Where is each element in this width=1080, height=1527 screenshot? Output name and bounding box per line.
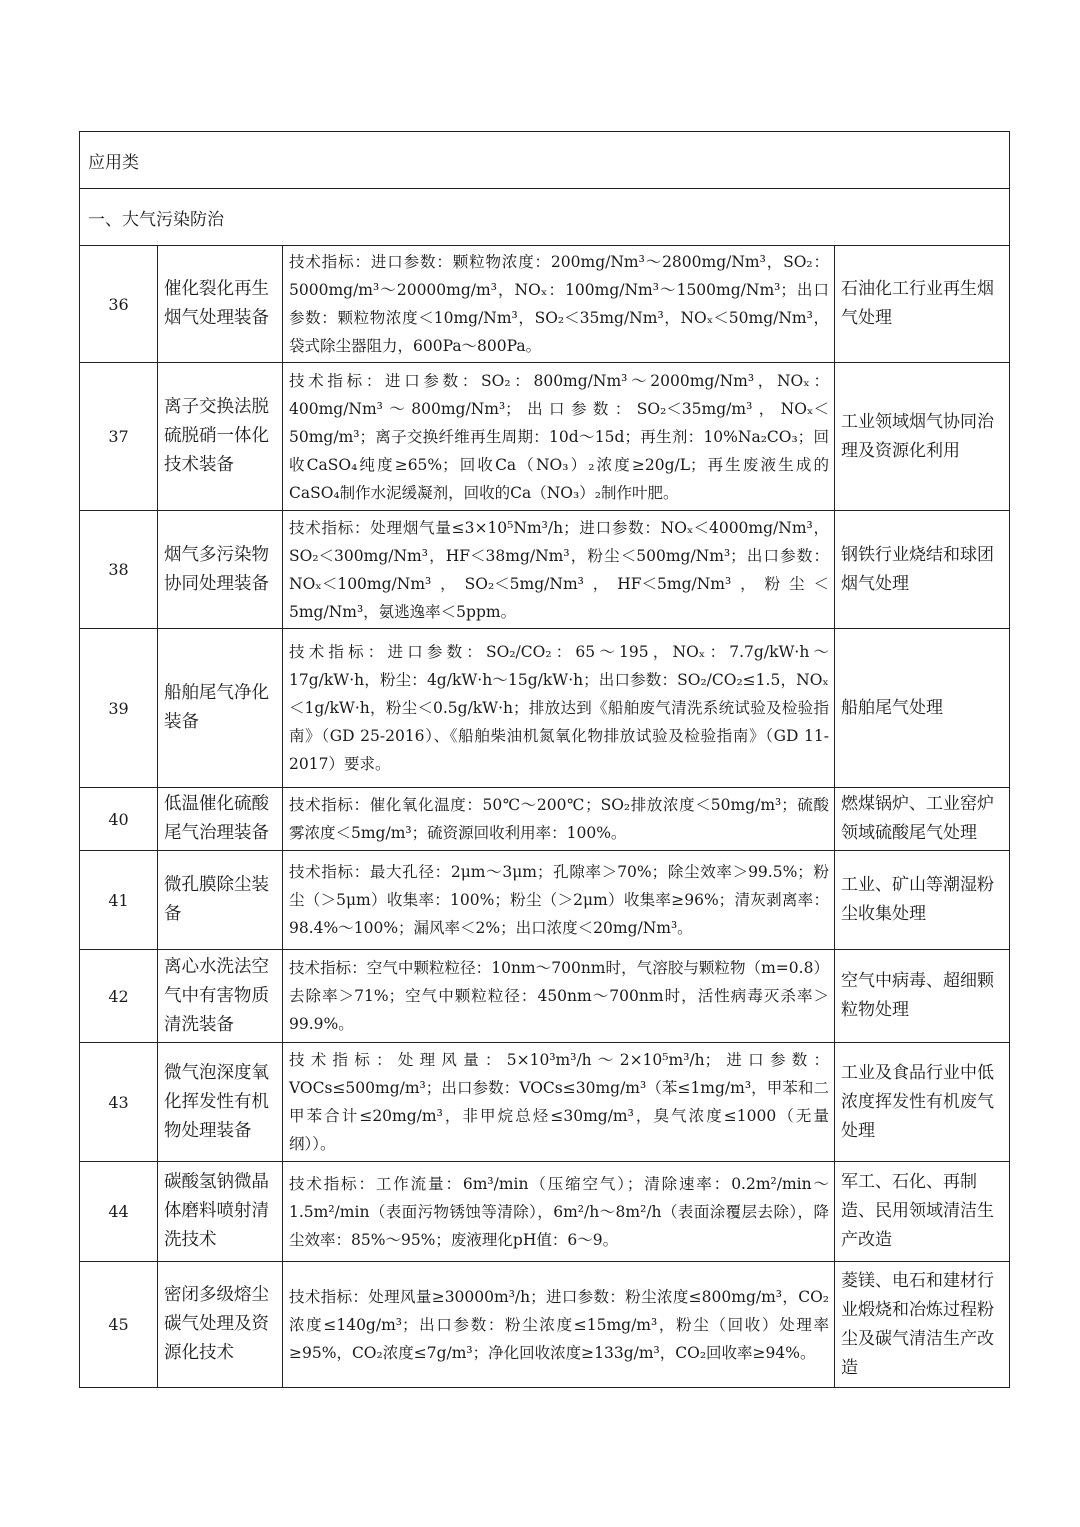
- table-body: [80, 132, 1010, 1388]
- technology-name: 碳酸氢钠微晶体磨料喷射清洗技术: [158, 1162, 283, 1262]
- section-row: [80, 132, 1010, 189]
- application-field: 钢铁行业烧结和球团烟气处理: [835, 511, 1010, 629]
- technology-name: 微气泡深度氧化挥发性有机物处理装备: [158, 1043, 283, 1162]
- table-row: [80, 363, 1010, 511]
- technology-name: 微孔膜除尘装备: [158, 851, 283, 950]
- row-number: 41: [80, 851, 158, 950]
- application-field: 石油化工行业再生烟气处理: [835, 246, 1010, 363]
- section-title: 应用类: [80, 132, 1010, 189]
- table-row: [80, 1262, 1010, 1388]
- technology-name: 密闭多级熔尘碳气处理及资源化技术: [158, 1262, 283, 1388]
- technical-specs: 技术指标：工作流量：6m³/min（压缩空气）；清除速率：0.2m²/min～1.5m²/min（表面污物锈蚀等清除），6m²/h～8m²/h（表面涂覆层去除），降尘效率：85%～95%；废液理化pH值：6～9。: [283, 1162, 835, 1262]
- table-row: [80, 950, 1010, 1043]
- technology-name: 低温催化硫酸尾气治理装备: [158, 788, 283, 851]
- row-number: 44: [80, 1162, 158, 1262]
- technical-specs: 技术指标：处理风量≥30000m³/h；进口参数：粉尘浓度≤800mg/m³，CO₂浓度≤140g/m³；出口参数：粉尘浓度≤15mg/m³，粉尘（回收）处理率≥95%，CO₂浓度≤7g/m³；净化回收浓度≥133g/m³，CO₂回收率≥94%。: [283, 1262, 835, 1388]
- application-field: 空气中病毒、超细颗粒物处理: [835, 950, 1010, 1043]
- technology-name: 离心水洗法空气中有害物质清洗装备: [158, 950, 283, 1043]
- technical-specs: 技术指标：进口参数：SO₂/CO₂：65～195，NOₓ：7.7g/kW·h～17g/kW·h，粉尘：4g/kW·h～15g/kW·h；出口参数：SO₂/CO₂≤1.5，NOₓ＜1g/kW·h，粉尘＜0.5g/kW·h；排放达到《船舶废气清洗系统试验及检验指南》（GD 25-2016）、《船舶柴油机氮氧化物排放试验及检验指南》（GD 11-2017）要求。: [283, 629, 835, 788]
- table-row: [80, 629, 1010, 788]
- application-field: 军工、石化、再制造、民用领域清洁生产改造: [835, 1162, 1010, 1262]
- application-field: 燃煤锅炉、工业窑炉领域硫酸尾气处理: [835, 788, 1010, 851]
- category-row: [80, 189, 1010, 246]
- technical-specs: 技术指标：进口参数：SO₂：800mg/Nm³～2000mg/Nm³，NOₓ：400mg/Nm³～800mg/Nm³；出口参数：SO₂＜35mg/m³，NOₓ＜50mg/m³；离子交换纤维再生周期：10d～15d；再生剂：10%Na₂CO₃；回收CaSO₄纯度≥65%；回收Ca（NO₃）₂浓度≥20g/L；再生废液生成的CaSO₄制作水泥缓凝剂，回收的Ca（NO₃）₂制作叶肥。: [283, 363, 835, 511]
- row-number: 36: [80, 246, 158, 363]
- application-field: 工业、矿山等潮湿粉尘收集处理: [835, 851, 1010, 950]
- table-row: [80, 788, 1010, 851]
- technical-specs: 技术指标：处理烟气量≤3×10⁵Nm³/h；进口参数：NOₓ＜4000mg/Nm³，SO₂＜300mg/Nm³，HF＜38mg/Nm³，粉尘＜500mg/Nm³；出口参数：NOₓ＜100mg/Nm³，SO₂＜5mg/Nm³，HF＜5mg/Nm³，粉尘＜5mg/Nm³，氨逃逸率＜5ppm。: [283, 511, 835, 629]
- table-row: [80, 511, 1010, 629]
- technical-specs: 技术指标：处理风量：5×10³m³/h～2×10⁵m³/h；进口参数：VOCs≤500mg/m³；出口参数：VOCs≤30mg/m³（苯≤1mg/m³，甲苯和二甲苯合计≤20mg/m³，非甲烷总烃≤30mg/m³，臭气浓度≤1000（无量纲））。: [283, 1043, 835, 1162]
- row-number: 43: [80, 1043, 158, 1162]
- application-field: 工业领域烟气协同治理及资源化利用: [835, 363, 1010, 511]
- technology-catalog-table: [79, 131, 1010, 1388]
- table-row: [80, 246, 1010, 363]
- table-row: [80, 1162, 1010, 1262]
- application-field: 船舶尾气处理: [835, 629, 1010, 788]
- row-number: 42: [80, 950, 158, 1043]
- table-row: [80, 1043, 1010, 1162]
- technical-specs: 技术指标：最大孔径：2μm～3μm；孔隙率＞70%；除尘效率＞99.5%；粉尘（＞5μm）收集率：100%；粉尘（＞2μm）收集率≥96%；清灰剥离率：98.4%～100%；漏风率＜2%；出口浓度＜20mg/Nm³。: [283, 851, 835, 950]
- row-number: 37: [80, 363, 158, 511]
- table-row: [80, 851, 1010, 950]
- application-field: 菱镁、电石和建材行业煅烧和冶炼过程粉尘及碳气清洁生产改造: [835, 1262, 1010, 1388]
- technology-name: 烟气多污染物协同处理装备: [158, 511, 283, 629]
- technology-name: 催化裂化再生烟气处理装备: [158, 246, 283, 363]
- technology-name: 船舶尾气净化装备: [158, 629, 283, 788]
- technical-specs: 技术指标：催化氧化温度：50℃～200℃；SO₂排放浓度＜50mg/m³；硫酸雾浓度＜5mg/m³；硫资源回收利用率：100%。: [283, 788, 835, 851]
- technology-name: 离子交换法脱硫脱硝一体化技术装备: [158, 363, 283, 511]
- row-number: 38: [80, 511, 158, 629]
- application-field: 工业及食品行业中低浓度挥发性有机废气处理: [835, 1043, 1010, 1162]
- row-number: 39: [80, 629, 158, 788]
- technical-specs: 技术指标：进口参数：颗粒物浓度：200mg/Nm³～2800mg/Nm³，SO₂：5000mg/m³～20000mg/m³，NOₓ：100mg/Nm³～1500mg/Nm³；出口参数：颗粒物浓度＜10mg/Nm³，SO₂＜35mg/Nm³，NOₓ＜50mg/Nm³，袋式除尘器阻力，600Pa～800Pa。: [283, 246, 835, 363]
- category-title: 一、大气污染防治: [80, 189, 1010, 246]
- row-number: 40: [80, 788, 158, 851]
- technical-specs: 技术指标：空气中颗粒粒径：10nm～700nm时，气溶胶与颗粒物（m=0.8）去除率＞71%；空气中颗粒粒径：450nm～700nm时，活性病毒灭杀率＞99.9%。: [283, 950, 835, 1043]
- row-number: 45: [80, 1262, 158, 1388]
